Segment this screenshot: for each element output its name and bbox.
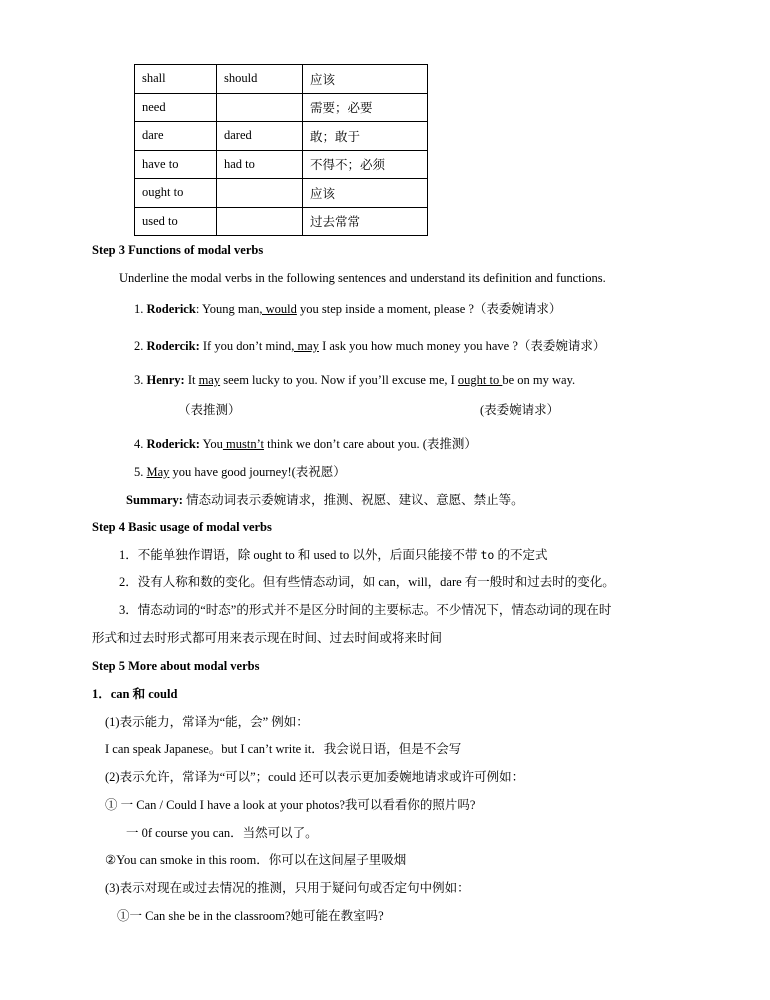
table-row xyxy=(135,93,428,122)
sentence-text: you step inside a moment, please ?（表委婉请求） xyxy=(296,302,562,316)
point-text: 的不定式 xyxy=(494,548,548,562)
modal-verb-underlined: , may xyxy=(291,339,319,353)
meaning-cell: 需要；必要 xyxy=(303,93,428,122)
sentence-text: If you don’t mind xyxy=(199,339,292,353)
past-form-cell: should xyxy=(217,65,303,94)
step4-point-3: 3．情态动词的“时态”的形式并不是区分时间的主要标志。不少情况下，情态动词的现在时 xyxy=(119,603,612,617)
table-row xyxy=(135,65,428,94)
step5-line-1: (1)表示能力，常译为“能，会” 例如： xyxy=(105,715,309,729)
note-speculation: （表推测） xyxy=(178,403,241,417)
base-form-cell: need xyxy=(135,93,217,122)
sentence-text: You xyxy=(199,437,223,451)
note-polite-request: (表委婉请求） xyxy=(480,403,560,417)
sentence-text: be on my way. xyxy=(502,373,576,387)
step5-line-3: (2)表示允许，常译为“可以”；could 还可以表示更加委婉地请求或许可例如： xyxy=(105,770,525,784)
sentence-text: seem lucky to you. Now if you’ll excuse me, I xyxy=(220,373,458,387)
step4-point-2: 2．没有人称和数的变化。但有些情态动词，如 can，will，dare 有一般时和过去时的变化。 xyxy=(119,575,615,589)
sentence-number: 1. xyxy=(134,302,147,316)
step3-instruction: Underline the modal verbs in the following sentences and understand its definition and functions. xyxy=(119,271,606,285)
base-form-cell: dare xyxy=(135,122,217,151)
step5-line-4: ① 一 Can / Could I have a look at your photos?我可以看看你的照片吗? xyxy=(105,798,476,812)
base-form-cell: ought to xyxy=(135,179,217,208)
step5-line-6: ②You can smoke in this room．你可以在这间屋子里吸烟 xyxy=(105,853,407,867)
sentence-text: I ask you how much money you have ?（表委婉请求） xyxy=(318,339,606,353)
summary xyxy=(126,492,524,508)
speaker: Roderick: xyxy=(146,437,200,451)
sentence-text: : Young man xyxy=(195,302,260,316)
past-form-cell: dared xyxy=(217,122,303,151)
table-row xyxy=(135,122,428,151)
sentence-text: you have good journey!(表祝愿） xyxy=(169,465,346,479)
table-row xyxy=(135,150,428,179)
past-form-cell: had to xyxy=(217,150,303,179)
modal-verb-underlined: , would xyxy=(259,302,297,316)
base-form-cell: used to xyxy=(135,207,217,236)
meaning-cell: 敢；敢于 xyxy=(303,122,428,151)
past-form-cell xyxy=(217,207,303,236)
sentence-number: 4. xyxy=(134,437,147,451)
meaning-cell: 不得不；必须 xyxy=(303,150,428,179)
modal-verb-underlined: May xyxy=(146,465,170,479)
step5-line-2: I can speak Japanese。but I can’t write it．我会说日语，但是不会写 xyxy=(105,742,462,756)
summary-text: 情态动词表示委婉请求，推测、祝愿、建议、意愿、禁止等。 xyxy=(182,493,524,507)
sentence-number: 3. xyxy=(134,373,147,387)
modal-verb-underlined: may xyxy=(198,373,221,387)
step5-line-8: ①一 Can she be in the classroom?她可能在教室吗? xyxy=(117,909,384,923)
point-text: 1．不能单独作谓语，除 ought to 和 used to 以外，后面只能接不带 xyxy=(119,548,481,562)
meaning-cell: 应该 xyxy=(303,179,428,208)
step5-sub-can-could: 1．can 和 could xyxy=(92,687,178,701)
step3-heading: Step 3 Functions of modal verbs xyxy=(92,243,264,257)
base-form-cell: have to xyxy=(135,150,217,179)
modal-verbs-table xyxy=(134,64,428,236)
past-form-cell xyxy=(217,179,303,208)
sentence-4 xyxy=(134,436,477,452)
sentence-number: 5. xyxy=(134,465,147,479)
base-form-cell: shall xyxy=(135,65,217,94)
table-row xyxy=(135,179,428,208)
sentence-3 xyxy=(134,372,575,388)
speaker: Henry: xyxy=(146,373,185,387)
past-form-cell xyxy=(217,93,303,122)
sentence-1 xyxy=(134,301,561,317)
point-text-mono: to xyxy=(480,548,495,562)
step4-point-3-cont: 形式和过去时形式都可用来表示现在时间、过去时间或将来时间 xyxy=(92,631,443,645)
step5-line-7: (3)表示对现在或过去情况的推测，只用于疑问句或否定句中例如： xyxy=(105,881,470,895)
step5-heading: Step 5 More about modal verbs xyxy=(92,659,260,673)
sentence-5 xyxy=(134,464,346,480)
step5-line-5: 一 0f course you can．当然可以了。 xyxy=(126,826,318,840)
summary-label: Summary: xyxy=(126,493,183,507)
table-row xyxy=(135,207,428,236)
modal-verb-underlined: ought to xyxy=(457,373,503,387)
meaning-cell: 应该 xyxy=(303,65,428,94)
step4-point-1 xyxy=(119,547,547,563)
speaker: Rodercik: xyxy=(146,339,200,353)
sentence-2 xyxy=(134,338,605,354)
modal-verb-underlined: mustn’t xyxy=(222,437,265,451)
meaning-cell: 过去常常 xyxy=(303,207,428,236)
sentence-text: think we don’t care about you. (表推测） xyxy=(264,437,477,451)
sentence-text: It xyxy=(184,373,199,387)
speaker: Roderick xyxy=(146,302,196,316)
step4-heading: Step 4 Basic usage of modal verbs xyxy=(92,520,272,534)
sentence-number: 2. xyxy=(134,339,147,353)
